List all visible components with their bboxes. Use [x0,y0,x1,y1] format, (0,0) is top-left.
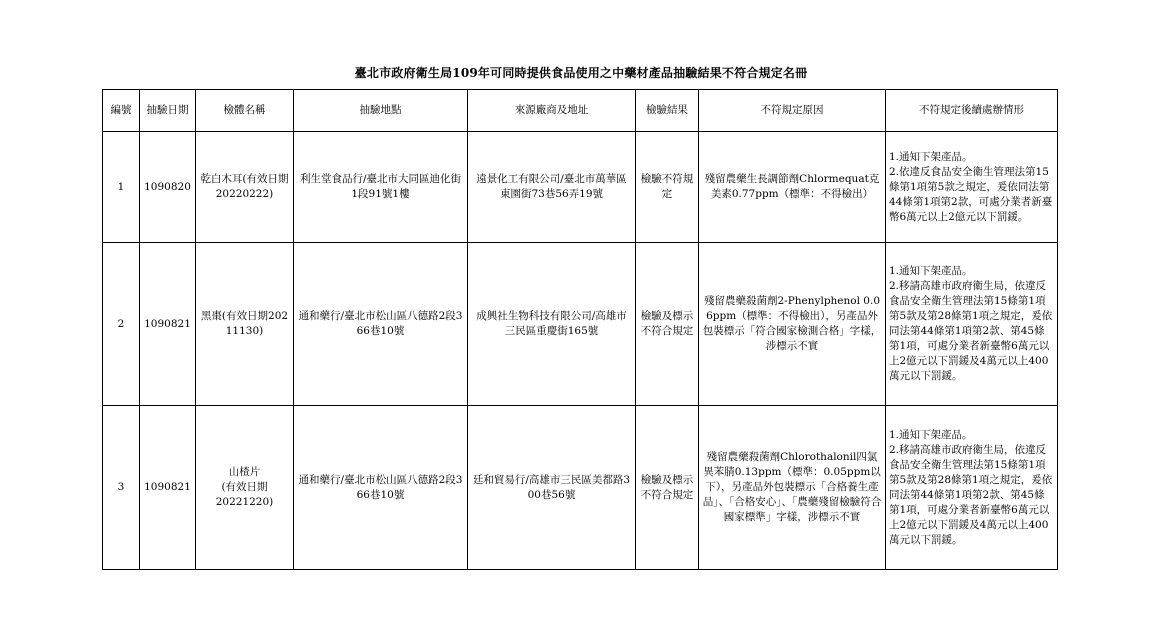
header-number: 編號 [103,90,140,132]
row-test-result: 檢驗不符規定 [636,132,699,243]
header-source-vendor: 來源廠商及地址 [468,90,636,132]
row-noncompliance-reason: 殘留農藥殺菌劑2-Phenylphenol 0.06ppm（標準：不得檢出），另產品外包裝標示「符合國家檢測合格」字樣，涉標示不實 [699,243,886,406]
row-test-result: 檢驗及標示不符合規定 [636,406,699,570]
row-sample-name: 黑棗(有效日期20211130) [196,243,294,406]
row-followup-action: 1.通知下架產品。 2.移請高雄市政府衛生局，依違反食品安全衛生管理法第15條第1項第5款及第28條第1項之規定，爰依同法第44條第1項第2款、第45條第1項，可處分業者新臺幣6萬元以上2億元以下罰鍰及4萬元以上400萬元以下罰鍰。 [886,406,1058,570]
row-source-vendor: 廷和貿易行/高雄市三民區美都路300巷56號 [468,406,636,570]
row-number: 2 [103,243,140,406]
row-sample-name: 乾白木耳(有效日期20220222) [196,132,294,243]
row-sample-date: 1090821 [140,406,196,570]
row-source-vendor: 遠景化工有限公司/臺北市萬華區東園街73巷56弄19號 [468,132,636,243]
table-row [103,406,1058,570]
inspection-results-table [102,89,1058,570]
table-row [103,243,1058,406]
row-sample-date: 1090821 [140,243,196,406]
row-test-result: 檢驗及標示不符合規定 [636,243,699,406]
row-followup-action: 1.通知下架產品。 2.依違反食品安全衛生管理法第15條第1項第5款之規定，爰依同法第44條第1項第2款，可處分業者新臺幣6萬元以上2億元以下罰鍰。 [886,132,1058,243]
header-sample-date: 抽驗日期 [140,90,196,132]
table-header-row [103,90,1058,132]
header-sample-name: 檢體名稱 [196,90,294,132]
header-sample-location: 抽驗地點 [294,90,468,132]
row-noncompliance-reason: 殘留農藥殺菌劑Chlorothalonil四氯異苯腈0.13ppm（標準：0.05ppm以下），另產品外包裝標示「合格養生產品」、「合格安心」、「農藥殘留檢驗符合國家標準」字樣，涉標示不實 [699,406,886,570]
row-number: 3 [103,406,140,570]
header-test-result: 檢驗結果 [636,90,699,132]
header-noncompliance-reason: 不符規定原因 [699,90,886,132]
row-source-vendor: 成興社生物科技有限公司/高雄市三民區重慶街165號 [468,243,636,406]
header-followup-action: 不符規定後續處辦情形 [886,90,1058,132]
row-number: 1 [103,132,140,243]
row-sample-location: 通和藥行/臺北市松山區八德路2段366巷10號 [294,243,468,406]
row-sample-location: 利生堂食品行/臺北市大同區迪化街1段91號1樓 [294,132,468,243]
row-sample-location: 通和藥行/臺北市松山區八德路2段366巷10號 [294,406,468,570]
table-row [103,132,1058,243]
row-sample-name: 山楂片 (有效日期 20221220) [196,406,294,570]
row-sample-date: 1090820 [140,132,196,243]
row-noncompliance-reason: 殘留農藥生長調節劑Chlormequat克美素0.77ppm（標準：不得檢出） [699,132,886,243]
row-followup-action: 1.通知下架產品。 2.移請高雄市政府衛生局，依違反食品安全衛生管理法第15條第1項第5款及第28條第1項之規定，爰依同法第44條第1項第2款、第45條第1項，可處分業者新臺幣6萬元以上2億元以下罰鍰及4萬元以上400萬元以下罰鍰。 [886,243,1058,406]
document-title: 臺北市政府衛生局109年可同時提供食品使用之中藥材產品抽驗結果不符合規定名冊 [354,66,808,80]
